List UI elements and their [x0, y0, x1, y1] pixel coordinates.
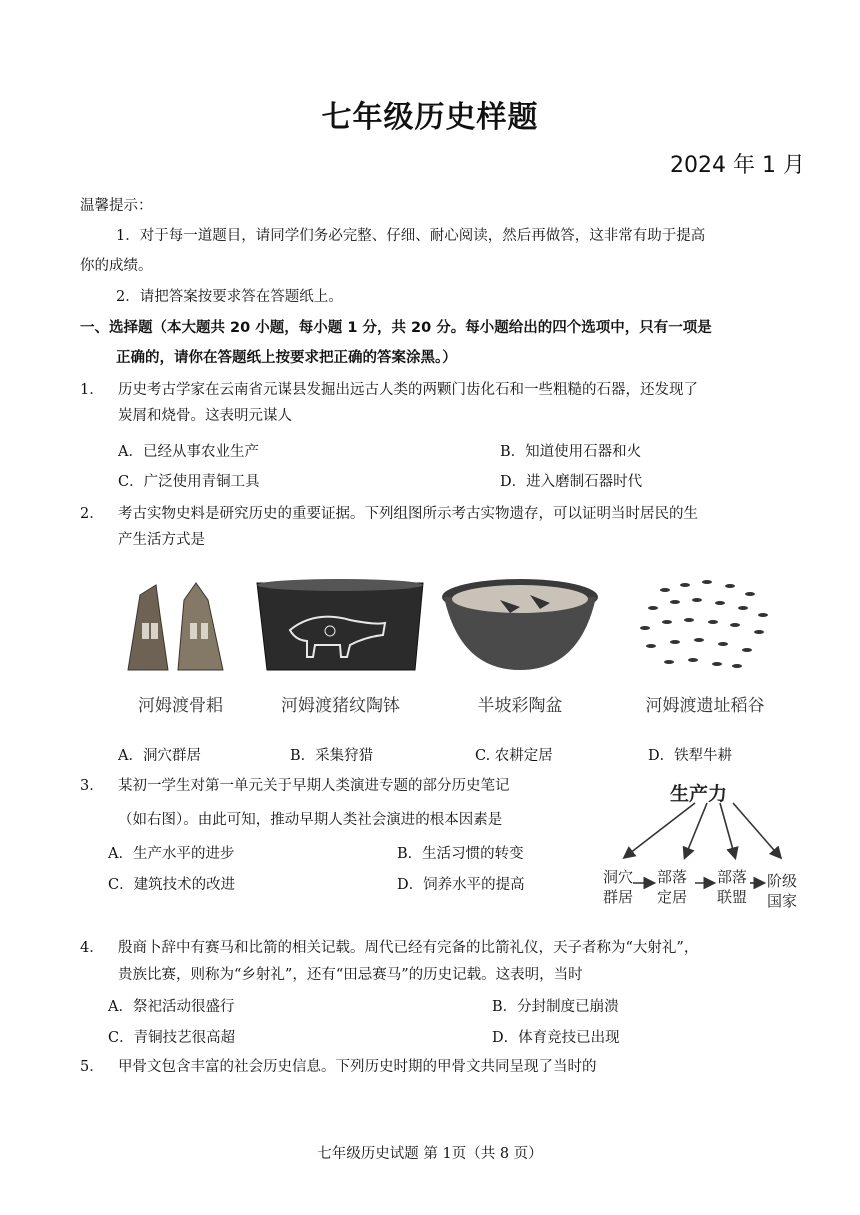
- q3-stem-line-1: 某初一学生对第一单元关于早期人类演进专题的部分历史笔记: [118, 778, 510, 794]
- rice-grains-image: [625, 570, 785, 680]
- page-footer: 七年级历史试题 第 1页（共 8 页）: [317, 1146, 543, 1162]
- q1-option-a: A．已经从事农业生产: [118, 444, 259, 460]
- q1-option-d: D．进入磨制石器时代: [500, 474, 643, 490]
- tip-item-1-line-1: 1．对于每一道题目，请同学们务必完整、仔细、耐心阅读，然后再做答，这非常有助于提高: [116, 228, 706, 244]
- q2-option-a: A．洞穴群居: [118, 748, 201, 764]
- q4-option-b: B．分封制度已崩溃: [492, 999, 619, 1015]
- q1-stem-line-1: 历史考古学家在云南省元谋县发掘出远古人类的两颗门齿化石和一些粗糙的石器，还发现了: [118, 382, 698, 398]
- q4-stem-line-2: 贵族比赛，则称为“乡射礼”，还有“田忌赛马”的历史记载。这表明，当时: [118, 967, 583, 983]
- exam-date: 2024 年 1 月: [670, 153, 805, 178]
- q1-option-c: C．广泛使用青铜工具: [118, 474, 260, 490]
- diagram-node-cave-line-2: 群居: [603, 888, 634, 906]
- q1-stem-line-2: 炭屑和烧骨。这表明元谋人: [118, 408, 292, 424]
- tips-heading: 温馨提示：: [80, 198, 153, 214]
- q2-number: 2．: [80, 506, 104, 522]
- section-1-line-2: 正确的，请你在答题纸上按要求把正确的答案涂黑。）: [116, 350, 457, 366]
- diagram-node-tribal-alliance: [717, 867, 747, 907]
- diagram-top-productivity: 生产力: [670, 783, 728, 805]
- bone-spade-image: [118, 575, 238, 675]
- figure-caption-bone-spade: 河姆渡骨耜: [138, 696, 223, 716]
- diagram-node-tribe-settle-line-1: 部落: [657, 868, 688, 886]
- q4-stem-line-1: 殷商卜辞中有赛马和比箭的相关记载。周代已经有完备的比箭礼仪，天子者称为“大射礼”，: [118, 940, 699, 956]
- diagram-node-class-state-line-2: 国家: [767, 892, 798, 910]
- productivity-flow-diagram: [595, 775, 810, 925]
- q3-number: 3．: [80, 778, 104, 794]
- q5-number: 5．: [80, 1059, 104, 1075]
- q3-option-b: B．生活习惯的转变: [397, 846, 524, 862]
- diagram-node-tribe-settle: [657, 867, 687, 907]
- q5-stem-line-1: 甲骨文包含丰富的社会历史信息。下列历史时期的甲骨文共同呈现了当时的: [118, 1059, 597, 1075]
- q1-option-b: B．知道使用石器和火: [500, 444, 642, 460]
- diagram-node-tribal-alliance-line-2: 联盟: [717, 888, 748, 906]
- q2-stem-line-1: 考古实物史料是研究历史的重要证据。下列组图所示考古实物遗存，可以证明当时居民的生: [118, 506, 698, 522]
- page-title: 七年级历史样题: [321, 100, 539, 135]
- q4-number: 4．: [80, 940, 104, 956]
- q2-stem-line-2: 产生活方式是: [118, 532, 205, 548]
- figure-caption-pottery-basin: 半坡彩陶盆: [477, 696, 563, 716]
- pig-pattern-pottery-bowl-image: [255, 575, 425, 675]
- figure-caption-rice-grains: 河姆渡遗址稻谷: [645, 696, 765, 716]
- q4-option-a: A．祭祀活动很盛行: [108, 999, 235, 1015]
- diagram-node-cave-line-1: 洞穴: [603, 868, 634, 886]
- diagram-node-class-state-line-1: 阶级: [767, 872, 798, 890]
- q1-number: 1．: [80, 382, 104, 398]
- q2-option-b: B．采集狩猎: [290, 748, 374, 764]
- q3-option-c: C．建筑技术的改进: [108, 877, 236, 893]
- section-1-line-1: 一、选择题（本大题共 20 小题，每小题 1 分，共 20 分。每小题给出的四个选项中，只有一项是: [80, 320, 712, 336]
- tip-item-1-line-2: 你的成绩。: [80, 258, 153, 274]
- q4-option-d: D．体育竞技已出现: [492, 1030, 620, 1046]
- tip-item-2: 2．请把答案按要求答在答题纸上。: [116, 289, 343, 305]
- q2-option-c: C. 农耕定居: [475, 748, 553, 764]
- q3-stem-line-2: （如右图）。由此可知，推动早期人类社会演进的根本因素是: [118, 812, 503, 828]
- banpo-painted-pottery-basin-image: [440, 575, 600, 675]
- diagram-node-tribe-settle-line-2: 定居: [657, 888, 688, 906]
- figure-caption-pig-bowl: 河姆渡猪纹陶钵: [281, 696, 400, 716]
- q2-option-d: D．铁犁牛耕: [648, 748, 733, 764]
- q3-option-a: A．生产水平的进步: [108, 846, 235, 862]
- diagram-node-class-state: [767, 871, 797, 911]
- diagram-node-tribal-alliance-line-1: 部落: [717, 868, 748, 886]
- q3-option-d: D．饲养水平的提高: [397, 877, 525, 893]
- q4-option-c: C．青铜技艺很高超: [108, 1030, 236, 1046]
- diagram-node-cave: [603, 867, 633, 907]
